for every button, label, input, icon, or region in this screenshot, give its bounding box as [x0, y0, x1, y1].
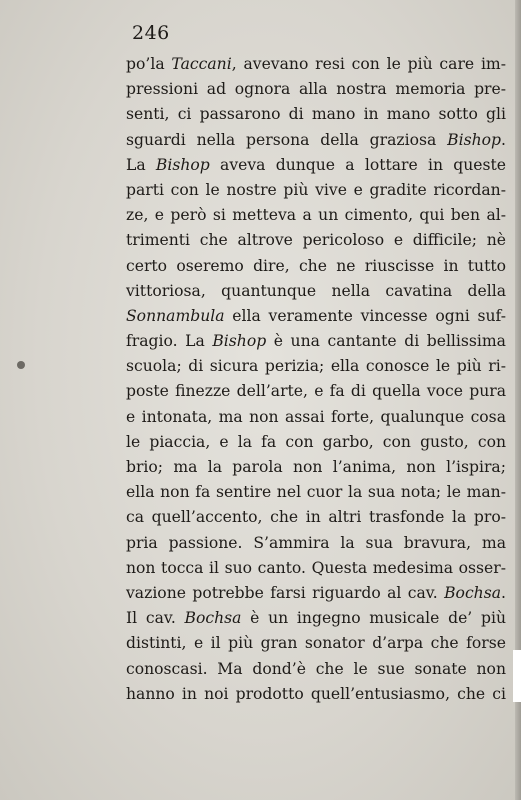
text-line	[126, 606, 506, 631]
text-line	[126, 379, 506, 404]
text-segment: po’la	[126, 55, 172, 73]
text-segment: sguardi nella persona della graziosa	[126, 130, 448, 149]
text-segment: distinti, e il più gran sonator d’arpa che forse	[126, 634, 506, 653]
text-segment: non tocca il suo canto. Questa medesima osser-	[126, 558, 506, 577]
text-line	[126, 480, 506, 505]
text-line	[126, 430, 506, 455]
text-line	[126, 153, 506, 178]
text-line	[126, 581, 506, 606]
text-line	[126, 228, 506, 253]
text-line	[126, 254, 506, 279]
text-segment: trimenti che altrove pericoloso e difficile; nè	[126, 231, 506, 250]
text-line	[126, 128, 506, 153]
text-line	[126, 178, 506, 203]
text-segment: certo oseremo dire, che ne riuscisse in tutto	[126, 256, 506, 275]
text-line	[126, 52, 506, 77]
scan-edge-gap	[513, 650, 521, 702]
text-segment: Il cav.	[126, 609, 185, 628]
page-number: 246	[132, 22, 170, 44]
text-segment: è un ingegno musicale de’ più	[241, 609, 506, 628]
italic-name: Bishop	[447, 130, 502, 149]
text-segment: aveva dunque a lottare in queste	[209, 155, 506, 174]
text-segment: ca quell’accento, che in altri trasfonde la pro-	[126, 508, 506, 527]
text-segment: è una cantante di bellissima	[266, 332, 506, 351]
italic-name: Bishop	[155, 155, 210, 174]
text-segment: parti con le nostre più vive e gradite ricordan-	[126, 180, 506, 199]
text-segment: pria passione. S’ammira la sua bravura, ma	[126, 533, 506, 552]
text-segment: brio; ma la parola non l’anima, non l’ispira;	[126, 458, 506, 476]
text-segment: ella non fa sentire nel cuor la sua nota; le man-	[126, 483, 506, 502]
text-segment: , avevano resi con le più care im-	[231, 55, 506, 73]
body-text	[126, 52, 506, 707]
text-segment: poste finezze dell’arte, e fa di quella voce pura	[126, 382, 506, 401]
text-segment: scuola; di sicura perizia; ella conosce le più ri-	[126, 357, 506, 376]
text-segment: .	[501, 583, 506, 602]
text-segment: hanno in noi prodotto quell’entusiasmo, che ci	[126, 684, 506, 703]
text-line	[126, 531, 506, 556]
text-segment: pressioni ad ognora alla nostra memoria pre-	[126, 80, 506, 99]
text-segment: vazione potrebbe farsi riguardo al cav.	[126, 583, 445, 602]
text-line	[126, 657, 506, 682]
text-segment: ze, e però si metteva a un cimento, qui ben al-	[126, 206, 506, 225]
text-segment: fragio. La	[126, 332, 213, 351]
text-line	[126, 556, 506, 581]
text-segment: vittoriosa, quantunque nella cavatina della	[126, 281, 506, 300]
text-segment: e intonata, ma non assai forte, qualunque cosa	[126, 407, 506, 426]
text-line	[126, 102, 506, 127]
italic-name: Bochsa	[444, 583, 502, 602]
text-segment: La	[126, 155, 156, 174]
ink-blot	[17, 361, 25, 369]
text-line	[126, 455, 506, 480]
italic-name: Taccani	[171, 55, 232, 73]
text-segment: senti, ci passarono di mano in mano sotto gli	[126, 105, 506, 124]
text-line	[126, 329, 506, 354]
text-line	[126, 631, 506, 656]
text-line	[126, 505, 506, 530]
text-line	[126, 304, 506, 329]
italic-name: Bishop	[212, 332, 267, 351]
text-line	[126, 279, 506, 304]
text-segment: le piaccia, e la fa con garbo, con gusto, con	[126, 432, 506, 451]
text-line	[126, 77, 506, 102]
text-segment: ella veramente vincesse ogni suf-	[224, 306, 506, 325]
text-segment: .	[501, 130, 506, 149]
text-segment: conoscasi. Ma dond’è che le sue sonate non	[126, 659, 506, 678]
italic-name: Bochsa	[184, 609, 242, 628]
text-line	[126, 682, 506, 707]
text-line	[126, 405, 506, 430]
text-line	[126, 354, 506, 379]
italic-name: Sonnambula	[126, 306, 225, 325]
text-line	[126, 203, 506, 228]
